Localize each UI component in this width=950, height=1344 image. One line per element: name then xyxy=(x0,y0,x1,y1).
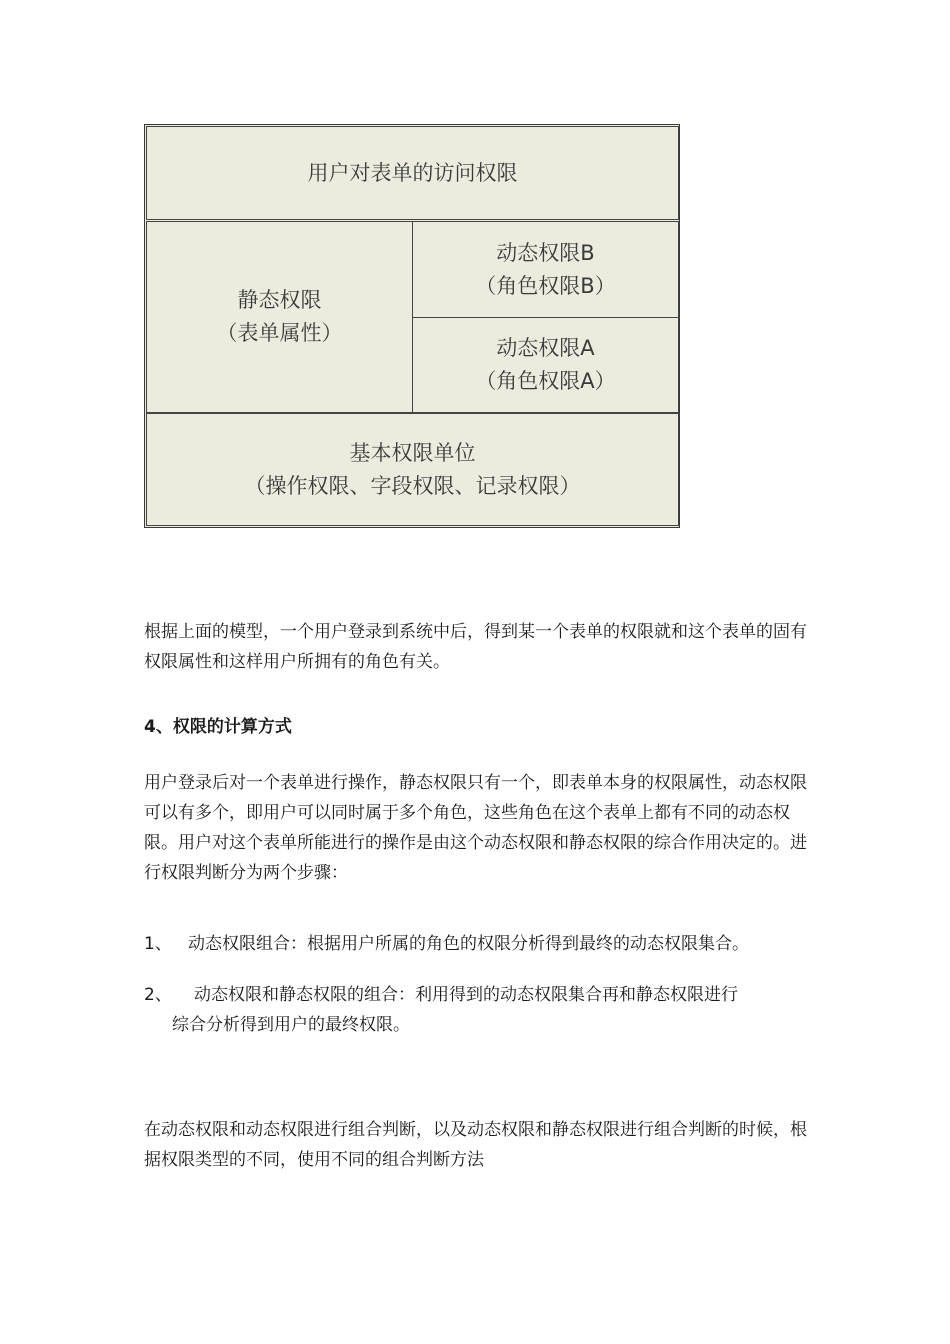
dynamic-permission-b-sublabel: （角色权限B） xyxy=(475,273,616,298)
dynamic-permission-a-label: 动态权限A xyxy=(496,336,595,360)
permission-model-diagram xyxy=(144,124,680,528)
list-text: 动态权限组合：根据用户所属的角色的权限分析得到最终的动态权限集合。 xyxy=(188,934,749,954)
dynamic-permission-b-label: 动态权限B xyxy=(496,240,595,265)
dynamic-permission-a-sublabel: （角色权限A） xyxy=(475,369,616,393)
section-heading: 4、权限的计算方式 xyxy=(144,717,292,737)
diagram-top-label: 用户对表单的访问权限 xyxy=(307,160,518,185)
list-text: 动态权限和静态权限的组合：利用得到的动态权限集合再和静态权限进行 xyxy=(194,985,738,1005)
list-number: 2、 xyxy=(144,985,172,1005)
paragraph-combination-methods: 在动态权限和动态权限进行组合判断，以及动态权限和静态权限进行组合判断的时候，根据权限类型的不同，使用不同的组合判断方法 xyxy=(144,1120,807,1170)
diagram-cell-basic-permission-unit xyxy=(146,413,679,526)
basic-permission-sublabel: （操作权限、字段权限、记录权限） xyxy=(244,473,581,498)
list-text-continuation: 综合分析得到用户的最终权限。 xyxy=(172,1015,410,1035)
diagram-cell-dynamic-permission-b xyxy=(412,221,679,318)
list-item-step-1 xyxy=(144,929,814,959)
basic-permission-label: 基本权限单位 xyxy=(349,440,476,465)
static-permission-sublabel: （表单属性） xyxy=(216,321,343,345)
diagram-cell-static-permission xyxy=(146,221,413,413)
diagram-cell-dynamic-permission-a xyxy=(412,317,679,413)
static-permission-label: 静态权限 xyxy=(237,288,322,312)
diagram-cell-access-permission xyxy=(146,126,679,220)
paragraph-calculation: 用户登录后对一个表单进行操作，静态权限只有一个，即表单本身的权限属性，动态权限可以有多个，即用户可以同时属于多个角色，这些角色在这个表单上都有不同的动态权限。用户对这个表单所能进行的操作是由这个动态权限和静态权限的综合作用决定的。进行权限判断分为两个步骤： xyxy=(144,773,807,883)
list-number: 1、 xyxy=(144,934,172,954)
list-item-step-2 xyxy=(144,980,814,1040)
paragraph-model-summary: 根据上面的模型，一个用户登录到系统中后，得到某一个表单的权限就和这个表单的固有权限属性和这样用户所拥有的角色有关。 xyxy=(144,622,807,672)
